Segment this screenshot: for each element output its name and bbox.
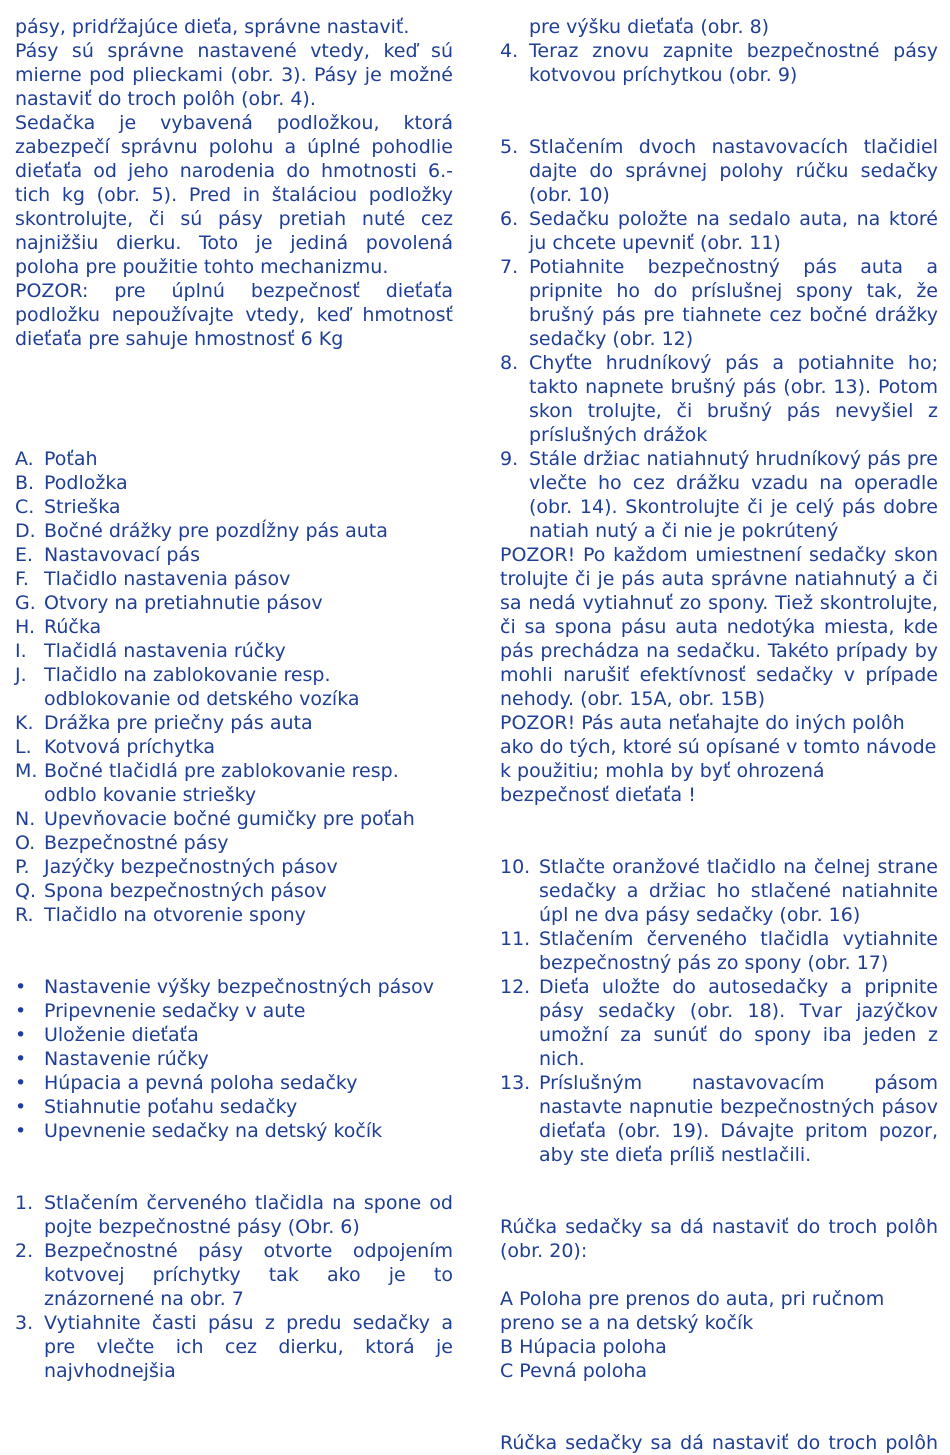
step-item-marker: 10. [500,856,531,878]
bullet-item [15,1095,453,1119]
bullet-item-text: Húpacia a pevná poloha sedačky [44,1072,358,1094]
part-item-text: Tlačidlo na zablokovanie resp. odblokovanie od detského vozíka [44,664,360,710]
step-item-text: Vytiahnite časti pásu z predu sedačky a pre vlečte ich cez dierku, ktorá je najvhodnejšia [44,1312,453,1382]
part-item-marker: K. [15,712,34,734]
intro-paragraph-3: Sedačka je vybavená podložkou, ktorá zabezpečí správnu polohu a úplné pohodlie dieťaťa od jeho narodenia do hmotnosti 6.-tich kg (obr. 5). Pred in štaláciou podložky skontrolujte, či sú pásy pretiah nuté cez najnižšiu dierku. Toto je jediná povolená poloha pre použitie tohto mechanizmu. [15,112,453,278]
bullet-item-text: Pripevnenie sedačky v aute [44,1000,306,1022]
left-column [15,15,453,1383]
step-item [500,447,938,543]
step-item [500,855,938,927]
bullet-item-marker: • [15,1024,27,1046]
step-item-text: Stlačením červeného tlačidla na spone od pojte bezpečnostné pásy (Obr. 6) [44,1192,453,1238]
bullet-item [15,1119,453,1143]
part-item [15,495,453,519]
step-item-marker: 12. [500,976,531,998]
part-item [15,519,453,543]
part-item-text: Bočné drážky pre pozdĺžny pás auta [44,520,388,542]
handle-positions-list [500,1287,938,1383]
part-item [15,807,453,831]
part-item-marker: D. [15,520,36,542]
bullet-item-marker: • [15,1000,27,1022]
step-item [15,1311,453,1383]
bullet-item-text: Nastavenie rúčky [44,1048,209,1070]
part-item-marker: M. [15,760,38,782]
part-item [15,759,453,807]
part-item-marker: B. [15,472,35,494]
bullet-item-marker: • [15,1072,27,1094]
step-item-text: Stlačte oranžové tlačidlo na čelnej strane sedačky a držiac ho stlačené natiahnite úpl ne dva pásy sedačky (obr. 16) [539,856,938,926]
part-item-marker: L. [15,736,32,758]
step-item-marker: 7. [500,256,519,278]
part-item-marker: F. [15,568,29,590]
bullet-item [15,1071,453,1095]
step-item-marker: 5. [500,136,519,158]
bullet-item [15,1047,453,1071]
step-item [15,1191,453,1239]
step-item-text: Stále držiac natiahnutý hrudníkový pás pre vlečte ho cez drážku vzadu na operadle (obr. 14). Skontrolujte či je celý pás dobre natiah nutý a či nie je pokrútený [529,448,938,542]
bullet-item-text: Nastavenie výšky bezpečnostných pásov [44,976,435,998]
step-item-text: Príslušným nastavovacím pásom nastavte napnutie bezpečnostných pásov dieťaťa (obr. 19). Dávajte pritom pozor, aby ste dieťa príliš nestlačili. [539,1072,938,1166]
warning-paragraph-1: POZOR! Po každom umiestnení sedačky skon trolujte či je pás auta správne natiahnutý a či sa nedá vytiahnuť zo spony. Tiež skontrolujte, či sa spona pásu auta nedotýka miesta, kde pás prechádza na sedačku. Takéto prípady by mohli narušiť efektívnosť sedačky v prípade nehody. (obr. 15A, obr. 15B) [500,544,938,710]
part-item-marker: A. [15,448,34,470]
parts-list [15,447,453,927]
step-item-marker: 6. [500,208,519,230]
part-item-marker: O. [15,832,36,854]
bullet-item-text: Uloženie dieťaťa [44,1024,199,1046]
step-item [500,255,938,351]
part-item [15,639,453,663]
step-item [15,1239,453,1311]
part-item-marker: P. [15,856,30,878]
bullet-item-marker: • [15,1048,27,1070]
warning-paragraph-2: POZOR! Pás auta neťahajte do iných polôh ako do tých, ktoré sú opísané v tomto návode k použitiu; mohla by byť ohrozená bezpečnosť dieťaťa ! [500,712,937,806]
step-item-marker: 8. [500,352,519,374]
step-item-text: Stlačením dvoch nastavovacích tlačidiel dajte do správnej polohy rúčku sedačky (obr. 10) [529,136,938,206]
step-item-marker: 1. [15,1192,34,1214]
part-item [15,543,453,567]
bullet-item-text: Stiahnutie poťahu sedačky [44,1096,298,1118]
step-item [500,927,938,975]
handle-positions-text-repeat: Rúčka sedačky sa dá nastaviť do troch polôh [500,1432,938,1454]
part-item-marker: G. [15,592,36,614]
step-item-text: Stlačením červeného tlačidla vytiahnite bezpečnostný pás zo spony (obr. 17) [539,928,938,974]
step-item-text: Dieťa uložte do autosedačky a pripnite pásy sedačky (obr. 18). Tvar jazýčkov umožní za sunúť do spony iba jeden z nich. [539,976,938,1070]
part-item-text: Tlačidlo na otvorenie spony [44,904,306,926]
part-item-text: Bezpečnostné pásy [44,832,229,854]
part-item [15,567,453,591]
steps-list-c [500,855,938,1167]
bullet-item-marker: • [15,1120,27,1142]
part-item-text: Tlačidlá nastavenia rúčky [44,640,286,662]
step-item [500,135,938,207]
part-item-text: Tlačidlo nastavenia pásov [44,568,291,590]
step-item-marker: 11. [500,928,531,950]
part-item-text: Jazýčky bezpečnostných pásov [44,856,338,878]
step-item [500,207,938,255]
part-item [15,591,453,615]
part-item-text: Nastavovací pás [44,544,200,566]
step-item-text: Potiahnite bezpečnostný pás auta a pripnite ho do príslušnej spony tak, že brušný pás pre tiahnete cez bočné drážky sedačky (obr. 12) [529,256,938,350]
step-item [500,975,938,1071]
steps-list-a [15,1191,453,1383]
handle-positions-text: Rúčka sedačky sa dá nastaviť do troch polôh (obr. 20): [500,1216,938,1262]
part-item-marker: I. [15,640,27,662]
step-item-marker: 3. [15,1312,34,1334]
part-item [15,831,453,855]
part-item [15,471,453,495]
step-item-text: Sedačku položte na sedalo auta, na ktoré ju chcete upevniť (obr. 11) [529,208,938,254]
contents-bullet-list [15,975,453,1143]
part-item [15,735,453,759]
part-item-text: Bočné tlačidlá pre zablokovanie resp. odblo kovanie striešky [44,760,399,806]
bullet-item [15,975,453,999]
position-a: A Poloha pre prenos do auta, pri ručnom preno se a na detský kočík [500,1288,885,1334]
part-item-marker: C. [15,496,35,518]
part-item [15,663,453,711]
part-item-marker: E. [15,544,34,566]
part-item [15,711,453,735]
part-item-text: Rúčka [44,616,102,638]
bullet-item-text: Upevnenie sedačky na detský kočík [44,1120,383,1142]
step-item-marker: 13. [500,1072,531,1094]
part-item-text: Upevňovacie bočné gumičky pre poťah [44,808,415,830]
part-item-text: Spona bezpečnostných pásov [44,880,327,902]
step-item-text: Bezpečnostné pásy otvorte odpojením kotvovej príchytky tak ako je to znázornené na obr. 7 [44,1240,453,1310]
step-3-continuation: pre výšku dieťaťa (obr. 8) [529,16,770,38]
part-item-marker: R. [15,904,34,926]
part-item-text: Podložka [44,472,128,494]
part-item [15,615,453,639]
bullet-item [15,1023,453,1047]
part-item-marker: Q. [15,880,36,902]
part-item [15,879,453,903]
right-column [500,15,938,1455]
part-item-marker: J. [15,664,27,686]
intro-paragraph-2: Pásy sú správne nastavené vtedy, keď sú mierne pod plieckami (obr. 3). Pásy je možné nastaviť do troch polôh (obr. 4). [15,40,453,110]
part-item-text: Strieška [44,496,121,518]
part-item-marker: H. [15,616,35,638]
step-item-marker: 9. [500,448,519,470]
part-item-text: Poťah [44,448,98,470]
steps-list-b [500,135,938,543]
step-item-text: Chyťte hrudníkový pás a potiahnite ho; takto napnete brušný pás (obr. 13). Potom skon trolujte, či brušný pás nevyšiel z príslušných drážok [529,352,938,446]
part-item [15,903,453,927]
part-item-text: Kotvová príchytka [44,736,216,758]
bullet-item-marker: • [15,976,27,998]
bullet-item [15,999,453,1023]
position-c: C Pevná poloha [500,1360,648,1382]
bullet-item-marker: • [15,1096,27,1118]
part-item [15,447,453,471]
step-item-marker: 2. [15,1240,34,1262]
position-b: B Húpacia poloha [500,1336,667,1358]
step-item [500,351,938,447]
step-item [500,1071,938,1167]
part-item-text: Drážka pre priečny pás auta [44,712,313,734]
intro-warning: POZOR: pre úplnú bezpečnosť dieťaťa podložku nepoužívajte vtedy, keď hmotnosť dieťaťa pre sahuje hmostnosť 6 Kg [15,280,453,350]
step-4: 4. Teraz znovu zapnite bezpečnostné pásy kotvovou príchytkou (obr. 9) [500,40,938,86]
part-item [15,855,453,879]
intro-paragraph-1: pásy, pridŕžajúce dieťa, správne nastaviť. [15,16,410,38]
part-item-text: Otvory na pretiahnutie pásov [44,592,323,614]
part-item-marker: N. [15,808,36,830]
